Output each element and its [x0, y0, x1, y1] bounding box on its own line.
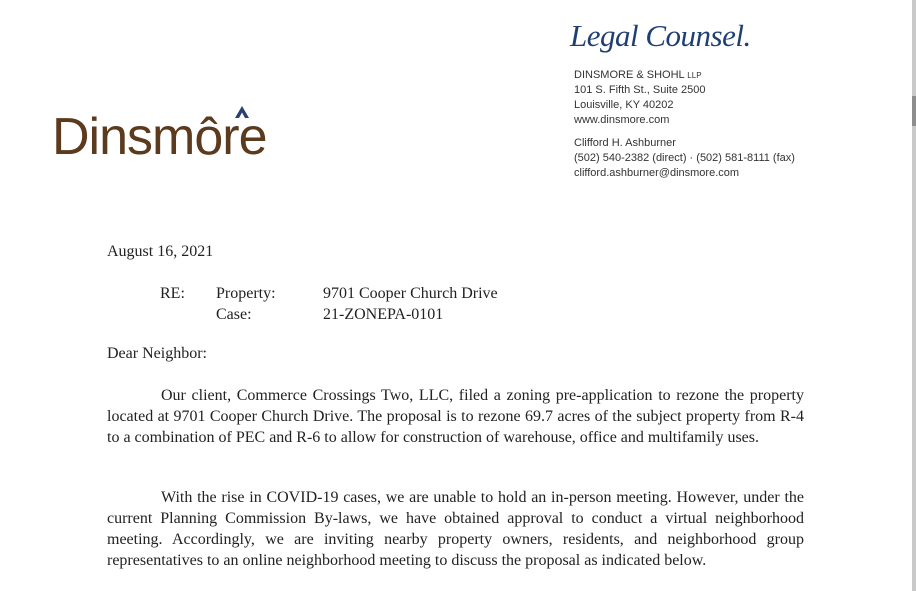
scrollbar-thumb[interactable] [912, 96, 916, 126]
letter-date: August 16, 2021 [107, 243, 214, 260]
dinsmore-logo-graphic [52, 92, 312, 172]
scrollbar-track[interactable] [912, 0, 916, 591]
firm-suffix: LLP [687, 71, 702, 80]
re-case-label: Case: [216, 306, 252, 323]
re-block [160, 283, 560, 325]
firm-website-link[interactable]: www.dinsmore.com [574, 114, 670, 126]
attorney-phones: (502) 540-2382 (direct) · (502) 581-8111 (fax) [574, 152, 795, 164]
contact-gap [574, 128, 795, 136]
dinsmore-logo [52, 92, 312, 172]
firm-contact-block [574, 68, 795, 181]
firm-name-text: DINSMORE & SHOHL [574, 69, 685, 81]
salutation: Dear Neighbor: [107, 345, 207, 362]
re-property-value: 9701 Cooper Church Drive [323, 285, 498, 302]
re-key: RE: [160, 285, 185, 302]
firm-name [574, 68, 795, 83]
re-row-property [160, 283, 560, 304]
firm-address-line1: 101 S. Fifth St., Suite 2500 [574, 84, 706, 96]
firm-address-line2: Louisville, KY 40202 [574, 99, 674, 111]
attorney-name: Clifford H. Ashburner [574, 137, 676, 149]
re-case-value: 21-ZONEPA-0101 [323, 306, 444, 323]
re-property-label: Property: [216, 285, 276, 302]
body-paragraph-1: Our client, Commerce Crossings Two, LLC, filed a zoning pre-application to rezone the property located at 9701 Cooper Church Drive. The proposal is to rezone 69.7 acres of the subject property from R-4 to a combination of PEC and R-6 to allow for construction of warehouse, office and multifamily uses. [107, 387, 804, 446]
attorney-email-link[interactable]: clifford.ashburner@dinsmore.com [574, 167, 740, 179]
re-row-case [160, 304, 560, 325]
logo-wordmark: Dinsmôre [52, 108, 267, 166]
body-paragraph-2: With the rise in COVID-19 cases, we are unable to hold an in-person meeting. However, under the current Planning Commission By-laws, we have obtained approval to conduct a virtual neighborhood meeting. Accordingly, we are inviting nearby property owners, residents, and neighborhood group representatives to an online neighborhood meeting to discuss the proposal as indicated below. [107, 489, 804, 569]
firm-tagline: Legal Counsel. [570, 18, 751, 53]
